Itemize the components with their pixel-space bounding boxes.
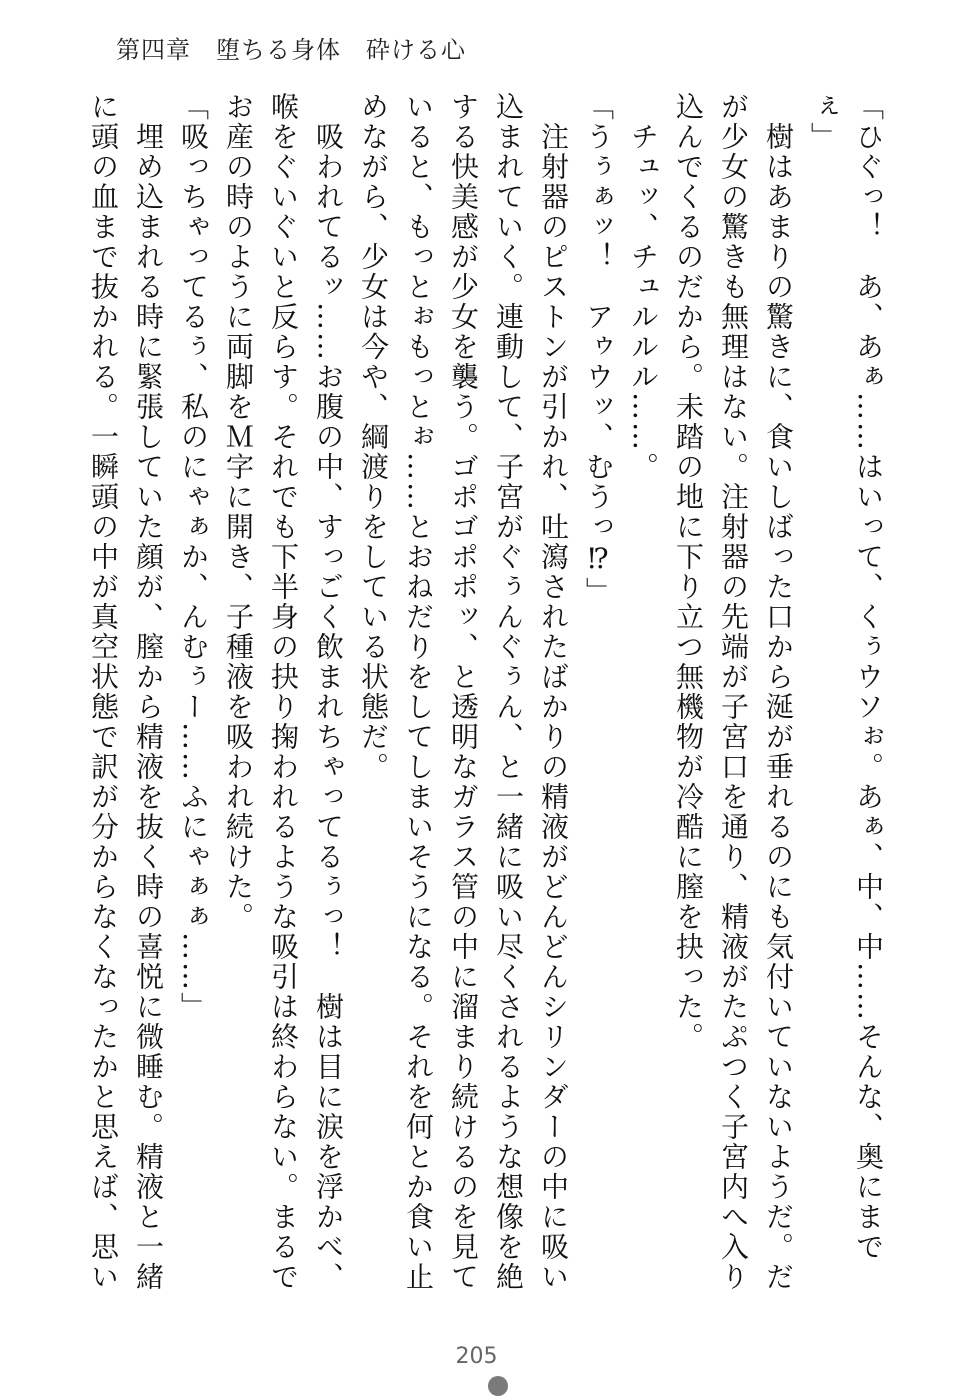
paragraph: 注射器のピストンが引かれ、吐瀉されたばかりの精液がどんどんシリンダーの中に吸い込まれていく。連動して、子宮がぐぅんぐぅん、と一緒に吸い尽くされるような想像を絶する快美感が少女を襲う。ゴポゴポポッ、と透明なガラス管の中に溜まり続けるのを見ていると、もっとぉもっとぉ……とおねだりをしてしまいそうになる。それを何とか食い止めながら、少女は今や、綱渡りをしている状態だ。 [357,92,570,1292]
paragraph: 「ひぐっ！ あ、あぁ……はいって、くぅウソぉ。あぁ、中、中……そんな、奥にまでぇ」 [807,92,885,1262]
running-header: 第四章 堕ちる身体 砕ける心 [116,36,466,64]
page-number: 205 [455,1344,498,1369]
paragraph: 「吸っちゃってるぅ、私のにゃぁか、んむぅー……ふにゃぁぁ……」 [177,92,210,1022]
vertical-body-text [81,92,891,1307]
page-marker-dot [488,1376,508,1396]
paragraph: 吸われてるッ……お腹の中、すっごく飲まれちゃってるぅっ！ 樹は目に涙を浮かべ、喉をぐいぐいと反らす。それでも下半身の抉り掬われるような吸引は終わらない。まるでお産の時のように両脚をＭ字に開き、子種液を吸われ続けた。 [222,92,345,1292]
paragraph: 埋め込まれる時に緊張していた顔が、膣から精液を抜く時の喜悦に微睡む。精液と一緒に頭の血まで抜かれる。一瞬頭の中が真空状態で訳が分からなくなったかと思えば、思い [87,92,165,1292]
paragraph: 樹はあまりの驚きに、食いしばった口から涎が垂れるのにも気付いていないようだ。だが少女の驚きも無理はない。注射器の先端が子宮口を通り、精液がたぷつく子宮内へ入り込んでくるのだから。未踏の地に下り立つ無機物が冷酷に膣を抉った。 [672,92,795,1292]
paragraph: 「うぅぁッ！ アゥウッ、むうっ⁉」 [582,92,615,607]
paragraph: チュッ、チュルルル……。 [627,92,660,482]
